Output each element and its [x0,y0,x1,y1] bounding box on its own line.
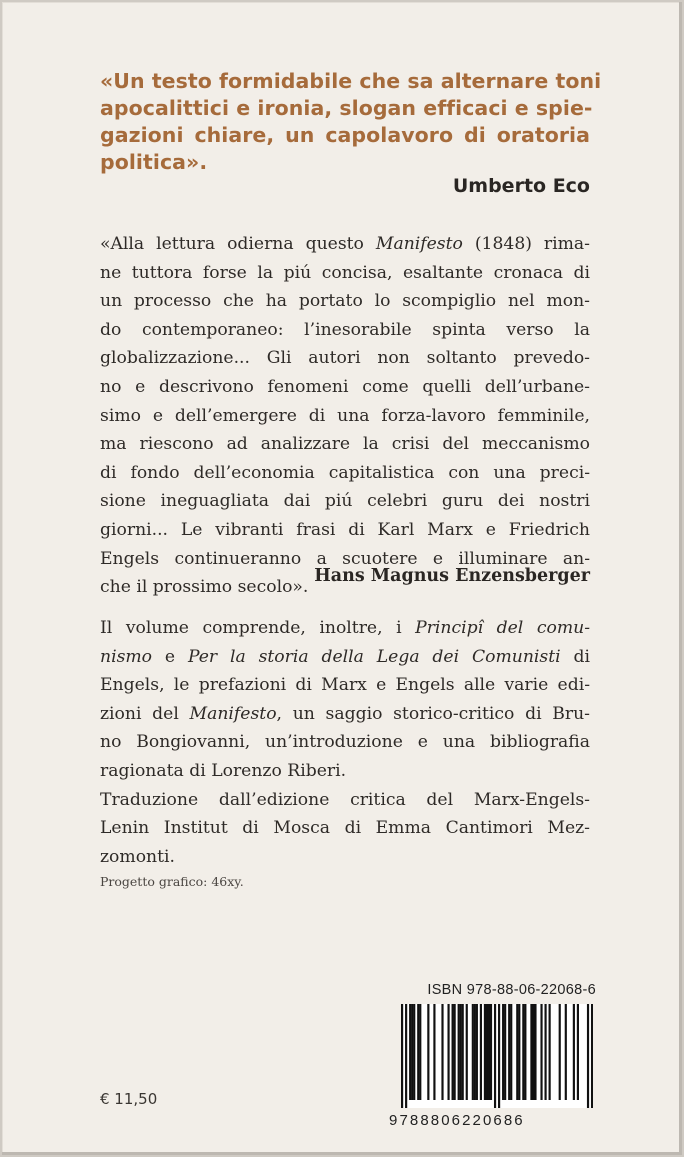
barcode-bar [518,1004,520,1100]
enzensberger-attribution: Hans Magnus Enzensberger [314,566,590,586]
barcode-bar [413,1004,415,1100]
barcode-bar [573,1004,575,1100]
enzensberger-quote-line: no e descrivono fenomeni come quelli dell’urbane- [100,376,590,397]
barcode-bar [484,1004,486,1100]
barcode-bar [498,1004,500,1108]
enzensberger-quote-line: sione ineguagliata dai piú celebri guru dei nostri [100,491,590,512]
volume-line: Traduzione dall’edizione critica del Marx-Engels- [100,789,590,810]
enzensberger-quote-line: un processo che ha portato lo scompiglio nel mon- [100,291,590,312]
enzensberger-quote-line: simo e dell’emergere di una forza-lavoro femminile, [100,405,590,426]
barcode-bar [417,1004,419,1100]
volume-line: Lenin Institut di Mosca di Emma Cantimori Mez- [100,818,590,839]
eco-quote-line: gazioni chiare, un capolavoro di oratoria [100,123,590,147]
barcode-bar [474,1004,476,1100]
enzensberger-quote-line: Engels continueranno a scuotere e illuminare an- [100,548,590,569]
volume-text: di [560,646,590,667]
barcode-bar [490,1004,492,1100]
barcode-bar [494,1004,496,1108]
barcode-bar [524,1004,526,1100]
barcode-bar [472,1004,474,1100]
barcode [389,1004,593,1129]
barcode-bar [504,1004,506,1100]
barcode-bar [454,1004,456,1100]
barcode-bar [534,1004,536,1100]
volume-description [100,614,590,871]
barcode-bar [466,1004,468,1100]
enzensberger-quote-line: ne tuttora forse la piú concisa, esaltante cronaca di [100,262,590,283]
barcode-bar [433,1004,435,1100]
volume-line: ragionata di Lorenzo Riberi. [100,760,347,781]
isbn-block [386,982,596,1129]
barcode-bar [447,1004,449,1100]
quote-text: (1848) rima- [462,234,590,254]
barcode-bar [587,1004,589,1108]
barcode-bar [486,1004,488,1100]
volume-line [100,614,590,643]
eco-quote-line: «Un testo formidabile che sa alternare toni [100,69,602,93]
enzensberger-quote-line: di fondo dell’economia capitalistica con una preci- [100,462,590,483]
volume-line [100,643,590,672]
barcode-bar [411,1004,413,1100]
barcode-bar [549,1004,551,1100]
barcode-bar [510,1004,512,1100]
barcode-bar [565,1004,567,1100]
quote-title-italic: Manifesto [375,234,463,254]
barcode-bar [480,1004,482,1100]
barcode-bar [419,1004,421,1100]
volume-title-italic: Per la storia della Lega dei Comunisti [187,646,561,667]
barcode-digits: 9788806220686 [389,1112,525,1129]
enzensberger-quote-line: che il prossimo secolo». [100,577,309,598]
volume-title-italic: Manifesto [189,703,277,724]
barcode-bar [488,1004,490,1100]
eco-attribution: Umberto Eco [452,175,590,197]
volume-text: e [152,646,188,667]
barcode-bar [401,1004,403,1108]
design-credit: Progetto grafico: 46xy. [100,874,244,889]
barcode-bar [476,1004,478,1100]
volume-text: zioni del [100,703,190,724]
volume-title-italic: Principî del comu- [415,618,590,638]
volume-title-italic: nismo [100,646,153,667]
volume-line: no Bongiovanni, un’introduzione e una bibliografia [100,732,590,753]
barcode-bar [532,1004,534,1100]
barcode-bar [544,1004,546,1100]
barcode-bar [462,1004,464,1100]
volume-line [100,700,590,729]
enzensberger-quote-line: globalizzazione... Gli autori non soltanto prevedo- [100,348,590,369]
volume-text: , un saggio storico-critico di Bru- [276,703,590,724]
volume-line: zomonti. [100,846,175,867]
eco-quote-line: apocalittici e ironia, slogan efficaci e spie- [100,96,593,120]
quote-text: «Alla lettura odierna questo [100,234,376,254]
eco-quote [100,68,602,176]
barcode-bar [427,1004,429,1100]
enzensberger-quote-line: do contemporaneo: l’inesorabile spinta verso la [100,319,590,340]
enzensberger-quote-line [100,230,590,259]
barcode-bar [559,1004,561,1100]
barcode-bar [441,1004,443,1100]
barcode-bar [460,1004,462,1100]
barcode-bar [540,1004,542,1100]
price: € 11,50 [100,1090,158,1108]
barcode-bar [405,1004,407,1108]
barcode-bar [452,1004,454,1100]
volume-text: Il volume comprende, inoltre, i [100,618,416,638]
barcode-bar [409,1004,411,1100]
volume-line: Engels, le prefazioni di Marx e Engels alle varie edi- [100,675,590,696]
barcode-bars [401,1004,593,1108]
barcode-bar [591,1004,593,1108]
enzensberger-quote-line: ma riescono ad analizzare la crisi del meccanismo [100,434,590,455]
barcode-bar [530,1004,532,1100]
enzensberger-quote [100,230,590,602]
barcode-bar [516,1004,518,1100]
eco-quote-line: politica». [100,150,208,174]
barcode-bar [522,1004,524,1100]
barcode-bar [458,1004,460,1100]
barcode-bar [577,1004,579,1100]
isbn-number: ISBN 978-88-06-22068-6 [427,982,596,998]
barcode-bar [508,1004,510,1100]
enzensberger-quote-line: giorni... Le vibranti frasi di Karl Marx e Friedrich [100,519,590,540]
barcode-bar [502,1004,504,1100]
